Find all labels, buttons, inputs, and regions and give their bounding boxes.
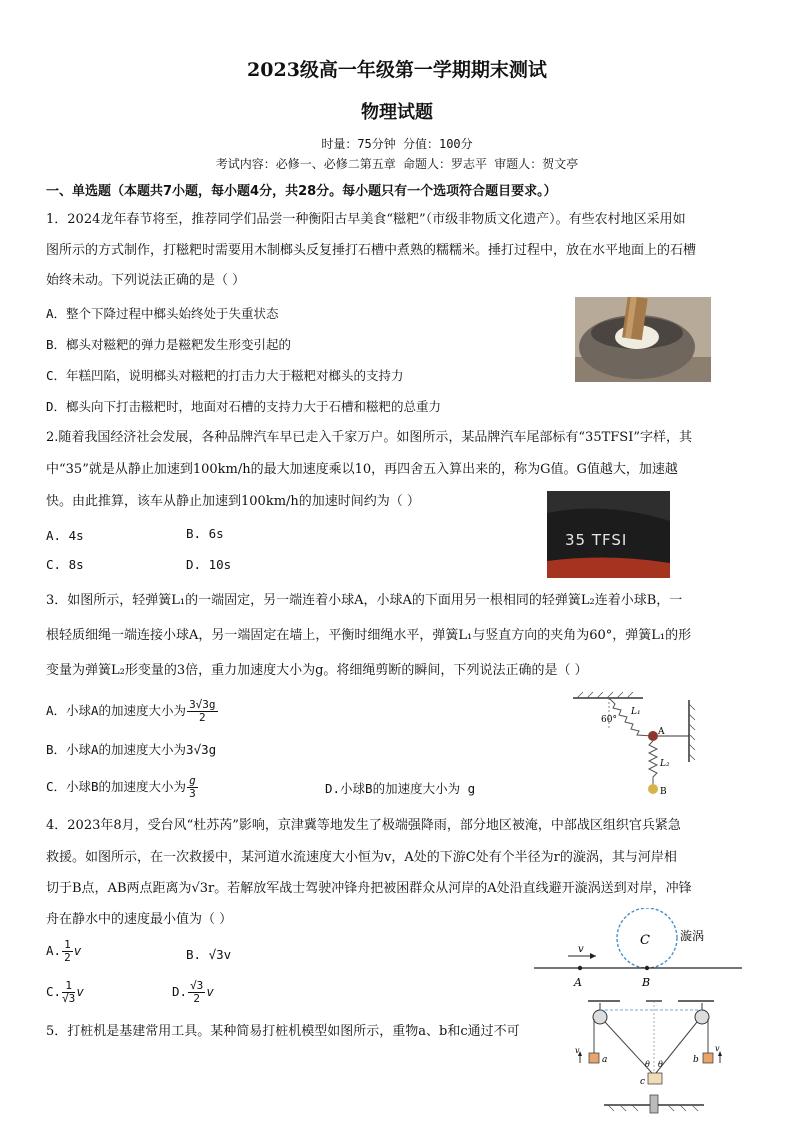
q1-line3: 始终未动。下列说法正确的是（ ） [46, 273, 246, 288]
q4-option-c-unit: v [76, 984, 84, 999]
q3-option-a [46, 699, 219, 724]
q4-option-c [46, 980, 84, 1005]
q4-option-a [46, 939, 81, 964]
q2-option-c: C. 8s [46, 557, 84, 572]
q1-option-a: A．整个下降过程中榔头始终处于失重状态 [46, 306, 279, 321]
weight-c-label: c [640, 1077, 646, 1087]
velocity-label: v [578, 944, 584, 955]
q2-option-b: B. 6s [186, 526, 224, 541]
spring-figure [565, 690, 705, 800]
q1-option-b: B．榔头对糍粑的弹力是糍粑发生形变引起的 [46, 337, 292, 352]
q4-option-c-text: C. [46, 984, 62, 999]
q4-option-b: B. √3v [186, 947, 232, 962]
left-velocity-label: v [575, 1046, 580, 1055]
q4-option-d-fraction [188, 980, 205, 1005]
q1-option-c: C．年糕凹陷，说明榔头对糍粑的打击力大于糍粑对榔头的支持力 [46, 368, 404, 383]
point-b-label: B [642, 976, 651, 989]
q3-option-c-text: C．小球B的加速度大小为 [46, 779, 187, 794]
q4-line3: 切于B点，AB两点距离为√3r。若解放军战士驾驶冲锋舟把被困群众从河岸的A处沿直线避开漩涡送到对岸，冲锋 [46, 881, 692, 896]
q4-option-d [172, 980, 214, 1005]
center-c-label: C [640, 933, 650, 948]
vortex-label: 漩涡 [680, 929, 705, 943]
q4-option-d-unit: v [206, 984, 214, 999]
q2-line3: 快。由此推算，该车从静止加速到100km/h的加速时间约为（ ） [46, 494, 420, 509]
q3-option-b: B．小球A的加速度大小为3√3g [46, 742, 217, 757]
fraction-numerator: 1 [62, 980, 75, 993]
fraction-numerator: √3 [190, 979, 204, 992]
fraction-numerator: 3√3g [189, 698, 216, 711]
fraction-denominator: 2 [64, 951, 71, 964]
q2-line1: 2.随着我国经济社会发展，各种品牌汽车早已走入千家万户。如图所示，某品牌汽车尾部标有“35TFSI”字样，其 [46, 430, 692, 445]
q3-line1: 3．如图所示，轻弹簧L₁的一端固定，另一端连着小球A，小球A的下面用另一根相同的轻弹簧L₂连着小球B，一 [46, 593, 683, 608]
ball-b-label: B [660, 787, 667, 797]
q1-line2: 图所示的方式制作，打糍粑时需要用木制榔头反复捶打石槽中煮熟的糯糯米。捶打过程中，放在水平地面上的石槽 [46, 243, 697, 258]
angle-label: 60° [601, 715, 617, 725]
fraction-denominator: 3 [189, 787, 196, 800]
q1-line1: 1．2024龙年春节将至，推荐同学们品尝一种衡阳古早美食“糍粑”（市级非物质文化遗产）。有些农村地区采用如 [46, 212, 686, 227]
q1-option-d: D．榔头向下打击糍粑时，地面对石槽的支持力大于石槽和糍粑的总重力 [46, 399, 442, 414]
q3-option-a-text: A．小球A的加速度大小为 [46, 703, 187, 718]
q3-option-a-fraction [187, 699, 218, 724]
mortar-photo [575, 297, 711, 382]
q4-option-d-text: D. [172, 984, 188, 999]
subject-title: 物理试题 [361, 102, 433, 123]
q4-line1: 4．2023年8月，受台风“杜苏芮”影响，京津冀等地发生了极端强降雨，部分地区被淹，中部战区组织官兵紧急 [46, 818, 681, 833]
exam-info: 考试内容：必修一、必修二第五章 命题人：罗志平 审题人：贺文亭 [215, 157, 579, 171]
q5-line1: 5．打桩机是基建常用工具。某种简易打桩机模型如图所示，重物a、b和c通过不可 [46, 1024, 520, 1039]
q3-line2: 根轻质细绳一端连接小球A，另一端固定在墙上，平衡时细绳水平，弹簧L₁与竖直方向的夹角为60°，弹簧L₁的形 [46, 628, 692, 643]
q3-option-c-fraction [187, 775, 198, 800]
pile-driver-figure [574, 995, 724, 1120]
weight-a-label: a [602, 1055, 608, 1065]
q4-option-a-unit: v [73, 943, 82, 958]
q4-line4: 舟在静水中的速度最小值为（ ） [46, 912, 233, 927]
exam-title: 2023级高一年级第一学期期末测试 [247, 59, 547, 81]
time-score: 时量：75分钟 分值：100分 [321, 137, 473, 151]
q3-line3: 变量为弹簧L₂形变量的3倍，重力加速度大小为g。将细绳剪断的瞬间，下列说法正确的是（ ） [46, 663, 588, 678]
fraction-denominator: 2 [193, 992, 200, 1005]
q3-option-d: D.小球B的加速度大小为 g [325, 781, 476, 796]
right-theta-label: θ [658, 1060, 663, 1069]
point-a-label: A [574, 976, 582, 989]
q4-line2: 救援。如图所示，在一次救援中，某河道水流速度大小恒为v，A处的下游C处有个半径为r的漩涡，其与河岸相 [46, 850, 677, 865]
q4-option-a-text: A. [46, 943, 62, 958]
fraction-denominator: √3 [62, 992, 76, 1005]
fraction-denominator: 2 [199, 711, 206, 724]
spring-l1-label: L₁ [631, 707, 641, 717]
weight-b-label: b [693, 1055, 699, 1065]
q4-option-a-fraction [62, 939, 73, 964]
fraction-numerator: g [189, 774, 196, 787]
fraction-numerator: 1 [64, 938, 71, 951]
q3-option-c [46, 775, 199, 800]
q4-option-c-fraction [62, 980, 75, 1005]
right-velocity-label: v [715, 1044, 720, 1053]
section-heading: 一、单选题（本题共7小题，每小题4分，共28分。每小题只有一个选项符合题目要求。） [46, 184, 557, 199]
q2-line2: 中“35”就是从静止加速到100km/h的最大加速度乘以10，再四舍五入算出来的，称为G值。G值越大，加速越 [46, 462, 678, 477]
badge-text: 35 TFSI [565, 531, 628, 549]
q2-option-d: D. 10s [186, 557, 232, 572]
car-badge-photo [547, 491, 670, 578]
vortex-figure [530, 908, 750, 993]
q2-option-a: A. 4s [46, 528, 84, 543]
left-theta-label: θ [645, 1060, 650, 1069]
ball-a-label: A [658, 727, 665, 737]
spring-l2-label: L₂ [660, 759, 670, 769]
